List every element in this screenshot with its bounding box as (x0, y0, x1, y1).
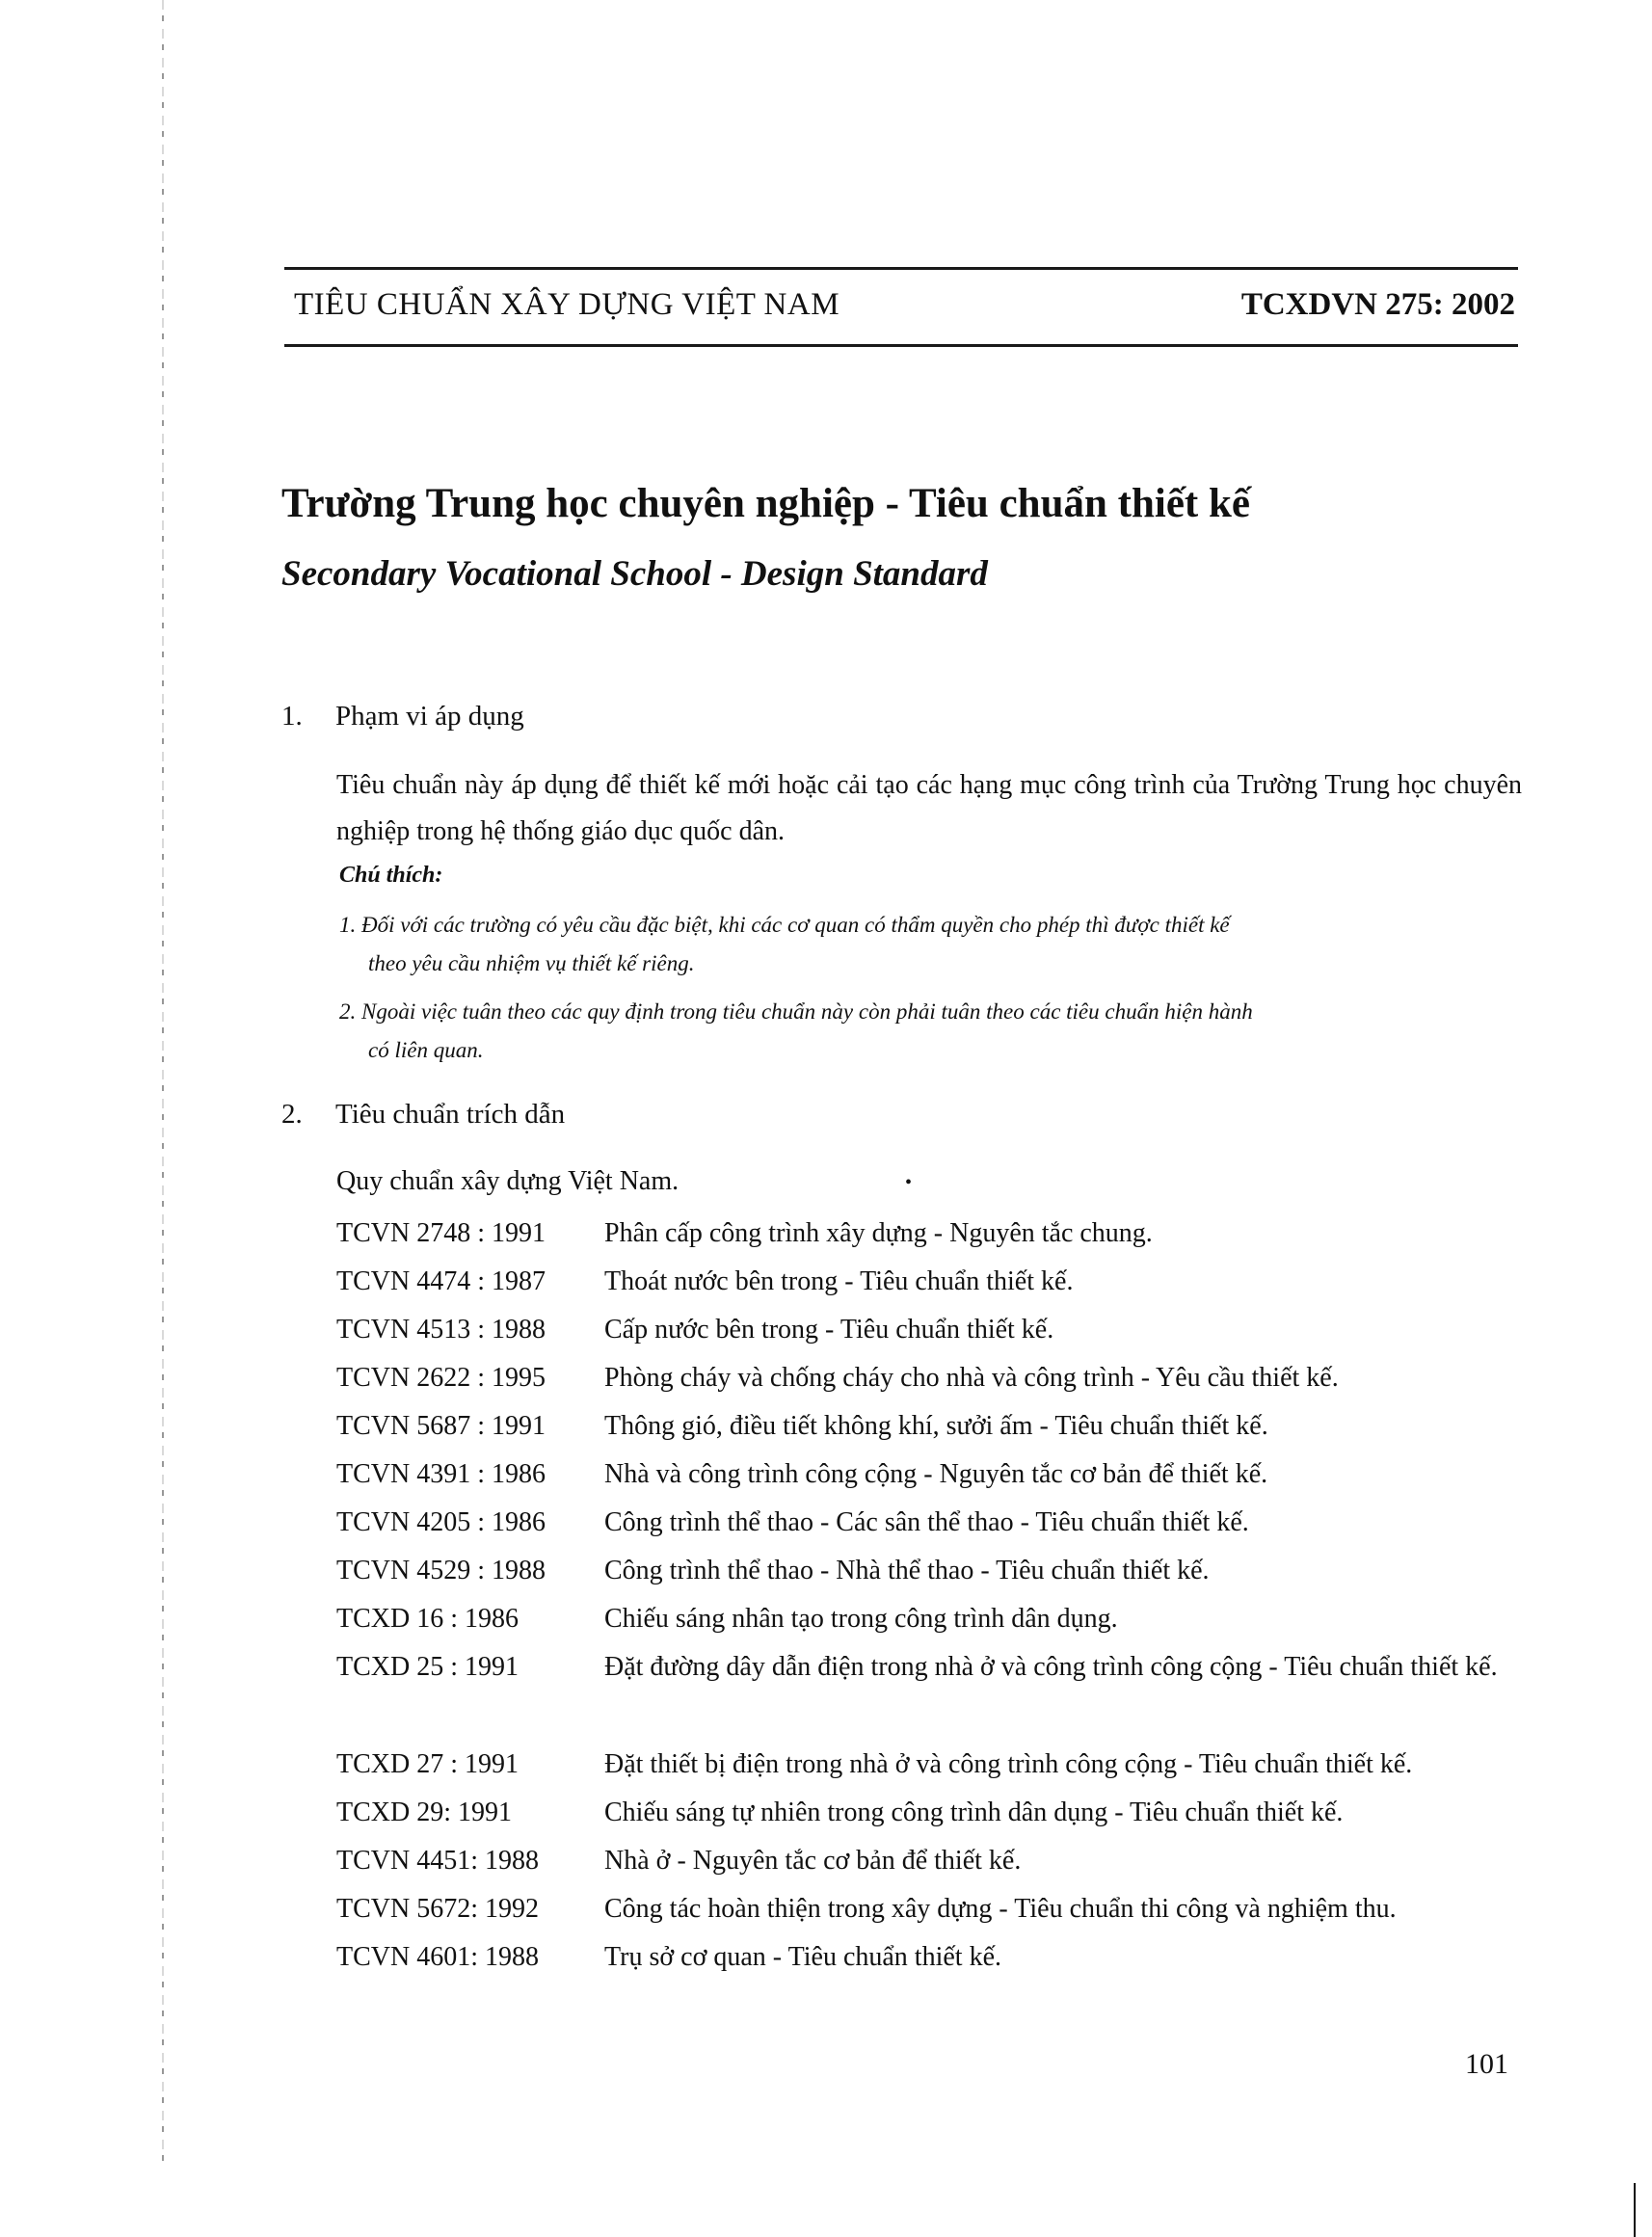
reference-description: Đặt đường dây dẫn điện trong nhà ở và công trình công cộng - Tiêu chuẩn thiết kế. (604, 1652, 1498, 1682)
reference-row (336, 1505, 1524, 1541)
reference-row (336, 1795, 1524, 1831)
reference-code: TCVN 5687 : 1991 (336, 1411, 546, 1441)
reference-description: Công tác hoàn thiện trong xây dựng - Tiêu chuẩn thi công và nghiệm thu. (604, 1894, 1397, 1924)
header-standard-name: TIÊU CHUẨN XÂY DỰNG VIỆT NAM (294, 287, 840, 322)
note-label: Chú thích: (339, 863, 443, 888)
note-line: theo yêu cầu nhiệm vụ thiết kế riêng. (368, 951, 695, 975)
reference-description: Chiếu sáng tự nhiên trong công trình dân dụng - Tiêu chuẩn thiết kế. (604, 1798, 1344, 1827)
note-line: có liên quan. (368, 1038, 484, 1062)
header-rule-bottom (284, 344, 1518, 347)
reference-row (336, 1746, 1524, 1783)
intro-text: Quy chuẩn xây dựng Việt Nam. (336, 1166, 679, 1196)
section-2-number: 2. (281, 1099, 303, 1130)
reference-code: TCVN 4451: 1988 (336, 1846, 539, 1876)
note-item (339, 993, 1520, 1070)
document-subtitle: Secondary Vocational School - Design Standard (281, 554, 988, 594)
header-rule-top (284, 267, 1518, 270)
section-1-heading (281, 701, 524, 732)
reference-code: TCVN 4391 : 1986 (336, 1459, 546, 1489)
reference-description: Phân cấp công trình xây dựng - Nguyên tắc chung. (604, 1218, 1153, 1248)
reference-row (336, 1649, 1524, 1686)
reference-code: TCVN 4205 : 1986 (336, 1507, 546, 1537)
note-item (339, 906, 1520, 983)
reference-description: Thoát nước bên trong - Tiêu chuẩn thiết kế. (604, 1266, 1074, 1296)
reference-row (336, 1264, 1524, 1300)
section-1-title: Phạm vi áp dụng (335, 701, 524, 732)
reference-row (336, 1891, 1524, 1928)
reference-code: TCVN 2748 : 1991 (336, 1218, 546, 1248)
reference-description: Đặt thiết bị điện trong nhà ở và công trình công cộng - Tiêu chuẩn thiết kế. (604, 1749, 1413, 1779)
stray-mark: • (905, 1172, 913, 1193)
reference-code: TCVN 4529 : 1988 (336, 1556, 546, 1585)
reference-row (336, 1843, 1524, 1879)
reference-row (336, 1312, 1524, 1348)
reference-description: Phòng cháy và chống cháy cho nhà và công trình - Yêu cầu thiết kế. (604, 1363, 1339, 1393)
note-line: 1. Đối với các trường có yêu cầu đặc biệt, khi các cơ quan có thẩm quyền cho phép thì được thiết kế (339, 913, 1230, 937)
section-2-title: Tiêu chuẩn trích dẫn (335, 1099, 566, 1130)
reference-row (336, 1939, 1524, 1976)
reference-code: TCXD 16 : 1986 (336, 1604, 519, 1634)
document-title: Trường Trung học chuyên nghiệp - Tiêu chuẩn thiết kế (281, 481, 1250, 526)
reference-code: TCXD 27 : 1991 (336, 1749, 519, 1779)
reference-description: Trụ sở cơ quan - Tiêu chuẩn thiết kế. (604, 1942, 1002, 1972)
section-2-intro (336, 1166, 913, 1197)
header-standard-code: TCXDVN 275: 2002 (1240, 287, 1515, 322)
reference-code: TCVN 5672: 1992 (336, 1894, 539, 1924)
reference-description: Thông gió, điều tiết không khí, sưởi ấm - Tiêu chuẩn thiết kế. (604, 1411, 1268, 1441)
page-number: 101 (1465, 2048, 1508, 2080)
scan-edge-mark (1634, 2183, 1636, 2237)
reference-code: TCXD 25 : 1991 (336, 1652, 519, 1682)
reference-row (336, 1553, 1524, 1589)
scan-edge-line (162, 0, 164, 2169)
reference-code: TCVN 4513 : 1988 (336, 1315, 546, 1345)
reference-description: Chiếu sáng nhân tạo trong công trình dân dụng. (604, 1604, 1118, 1634)
section-2-heading (281, 1099, 565, 1131)
section-1-number: 1. (281, 701, 303, 732)
reference-row (336, 1360, 1524, 1397)
reference-row (336, 1456, 1524, 1493)
reference-row (336, 1601, 1524, 1638)
reference-description: Công trình thể thao - Nhà thể thao - Tiêu chuẩn thiết kế. (604, 1556, 1210, 1585)
section-1-body: Tiêu chuẩn này áp dụng để thiết kế mới hoặc cải tạo các hạng mục công trình của Trường Trung học chuyên nghiệp trong hệ thống giáo dục quốc dân. (336, 770, 1522, 846)
reference-description: Công trình thể thao - Các sân thể thao - Tiêu chuẩn thiết kế. (604, 1507, 1249, 1537)
reference-description: Nhà và công trình công cộng - Nguyên tắc cơ bản để thiết kế. (604, 1459, 1268, 1489)
reference-description: Cấp nước bên trong - Tiêu chuẩn thiết kế. (604, 1315, 1054, 1345)
reference-code: TCXD 29: 1991 (336, 1798, 512, 1827)
reference-row (336, 1215, 1524, 1252)
reference-description: Nhà ở - Nguyên tắc cơ bản để thiết kế. (604, 1846, 1022, 1876)
note-line: 2. Ngoài việc tuân theo các quy định trong tiêu chuẩn này còn phải tuân theo các tiêu chuẩn hiện hành (339, 999, 1253, 1024)
reference-code: TCVN 2622 : 1995 (336, 1363, 546, 1393)
reference-code: TCVN 4474 : 1987 (336, 1266, 546, 1296)
reference-row (336, 1408, 1524, 1445)
reference-code: TCVN 4601: 1988 (336, 1942, 539, 1972)
